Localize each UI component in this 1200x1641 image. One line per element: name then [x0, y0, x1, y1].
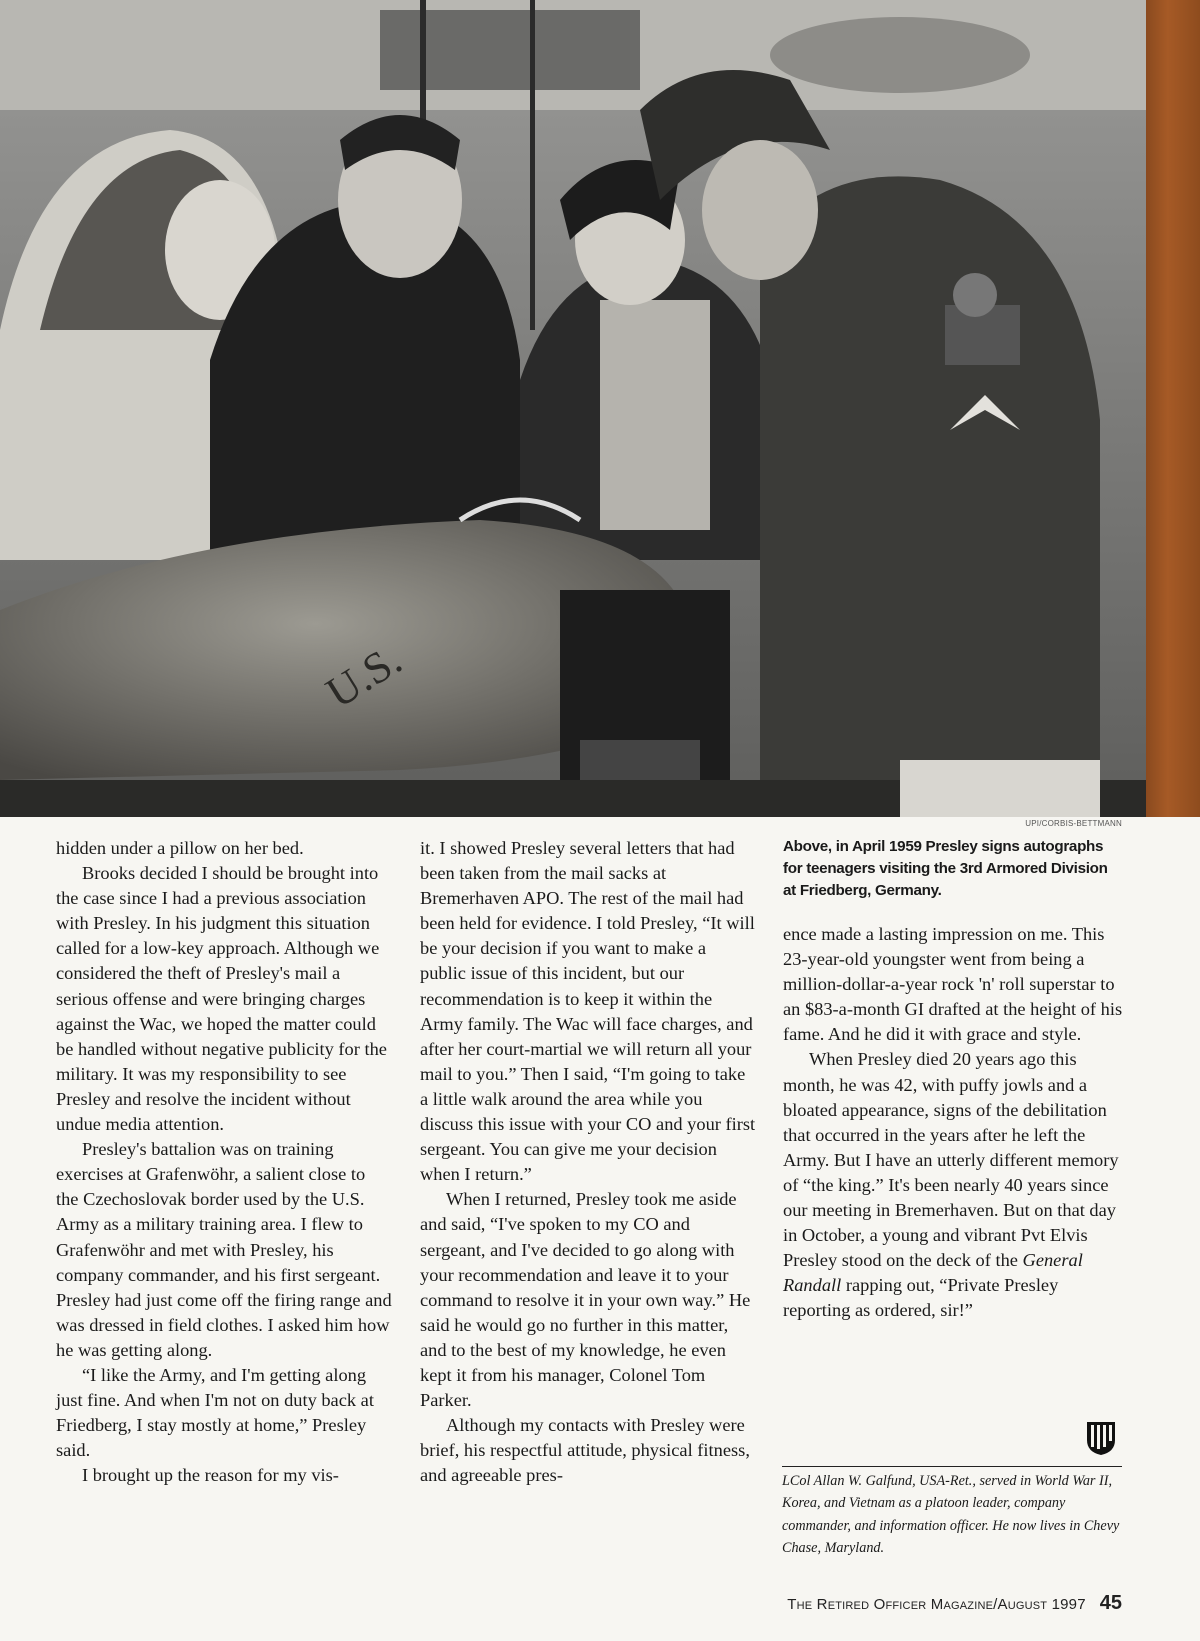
paragraph: Presley's battalion was on training exercises at Grafenwöhr, a salient close to the Czechoslovak border used by the U.S. Army as a military training area. I flew to Grafenwöhr and met with Presley, his company commander, and his first sergeant. Presley had just come off the firing range and was dressed in field clothes. I asked him how he was getting along.	[56, 1139, 392, 1360]
paragraph: Brooks decided I should be brought into the case since I had a previous association with Presley. In his judgment this situation called for a low-key approach. Although we considered the theft of Presley's mail a serious offense and were bringing charges against the Wac, we hoped the matter could be handled without negative publicity for the military. It was my responsibility to see Presley and resolve the incident without undue media attention.	[56, 863, 387, 1135]
page-edge-strip	[1146, 0, 1200, 817]
author-bio: LCol Allan W. Galfund, USA-Ret., served in World War II, Korea, and Vietnam as a platoon leader, company commander, and information officer. He now lives in Chevy Chase, Maryland.	[782, 1473, 1120, 1557]
magazine-issue: The Retired Officer Magazine/August 1997	[787, 1596, 1086, 1613]
paragraph: Although my contacts with Presley were brief, his respectful attitude, physical fitness, and agreeable pres-	[420, 1415, 750, 1486]
photo-caption: Above, in April 1959 Presley signs autographs for teenagers visiting the 3rd Armored Division at Friedberg, Germany.	[783, 838, 1108, 899]
article-column-2	[420, 836, 756, 1488]
page-footer	[787, 1592, 1122, 1615]
paragraph: When I returned, Presley took me aside and said, “I've spoken to my CO and sergeant, and I've decided to go along with your recommendation and leave it to your command to resolve it in your own way.” He said he would go no further in this matter, and to the best of my knowledge, he even kept it from his manager, Colonel Tom Parker.	[420, 1189, 751, 1411]
paragraph-text: rapping out, “Private Presley reporting as ordered, sir!”	[783, 1275, 1059, 1321]
paragraph-text: When Presley died 20 years ago this month, he was 42, with puffy jowls and a bloated appearance, signs of the debilitation that occurred in the years after he left the Army. But I have an utterly different memory of “the king.” It's been nearly 40 years since our meeting in Bremerhaven. But on that day in October, a young and vibrant Pvt Elvis Presley stood on the deck of the	[783, 1049, 1119, 1271]
feature-photo	[0, 0, 1146, 817]
photo-credit: UPI/CORBIS-BETTMANN	[1025, 819, 1122, 828]
paragraph	[783, 1047, 1123, 1323]
article-column-3	[783, 836, 1123, 1324]
paragraph: “I like the Army, and I'm getting along just fine. And when I'm not on duty back at Friedberg, I stay mostly at home,” Presley said.	[56, 1364, 374, 1461]
page-number: 45	[1099, 1592, 1122, 1614]
paragraph: ence made a lasting impression on me. This 23-year-old youngster went from being a million-dollar-a-year rock 'n' roll superstar to an $83-a-month GI drafted at the height of his fame. And he did it with grace and style.	[783, 924, 1123, 1045]
paragraph: I brought up the reason for my vis-	[82, 1465, 339, 1486]
paragraph: it. I showed Presley several letters that had been taken from the mail sacks at Bremerhaven APO. The rest of the mail had been held for evidence. I told Presley, “It will be your decision if you want to make a public issue of this incident, but our recommendation is to keep it within the Army family. The Wac will face charges, and after her court-martial we will return all your mail to you.” Then I said, “I'm going to take a little walk around the area while you discuss this issue with your CO and your first sergeant. You can give me your decision when I return.”	[420, 838, 756, 1185]
end-of-article-icon	[1085, 1420, 1117, 1456]
bio-divider	[782, 1466, 1122, 1467]
bag-marking: U.S.	[317, 634, 410, 718]
article-column-1	[56, 836, 392, 1488]
paragraph: hidden under a pillow on her bed.	[56, 838, 304, 858]
photo-illustration	[0, 0, 1146, 817]
ship-name: General Randall	[783, 1250, 1083, 1296]
